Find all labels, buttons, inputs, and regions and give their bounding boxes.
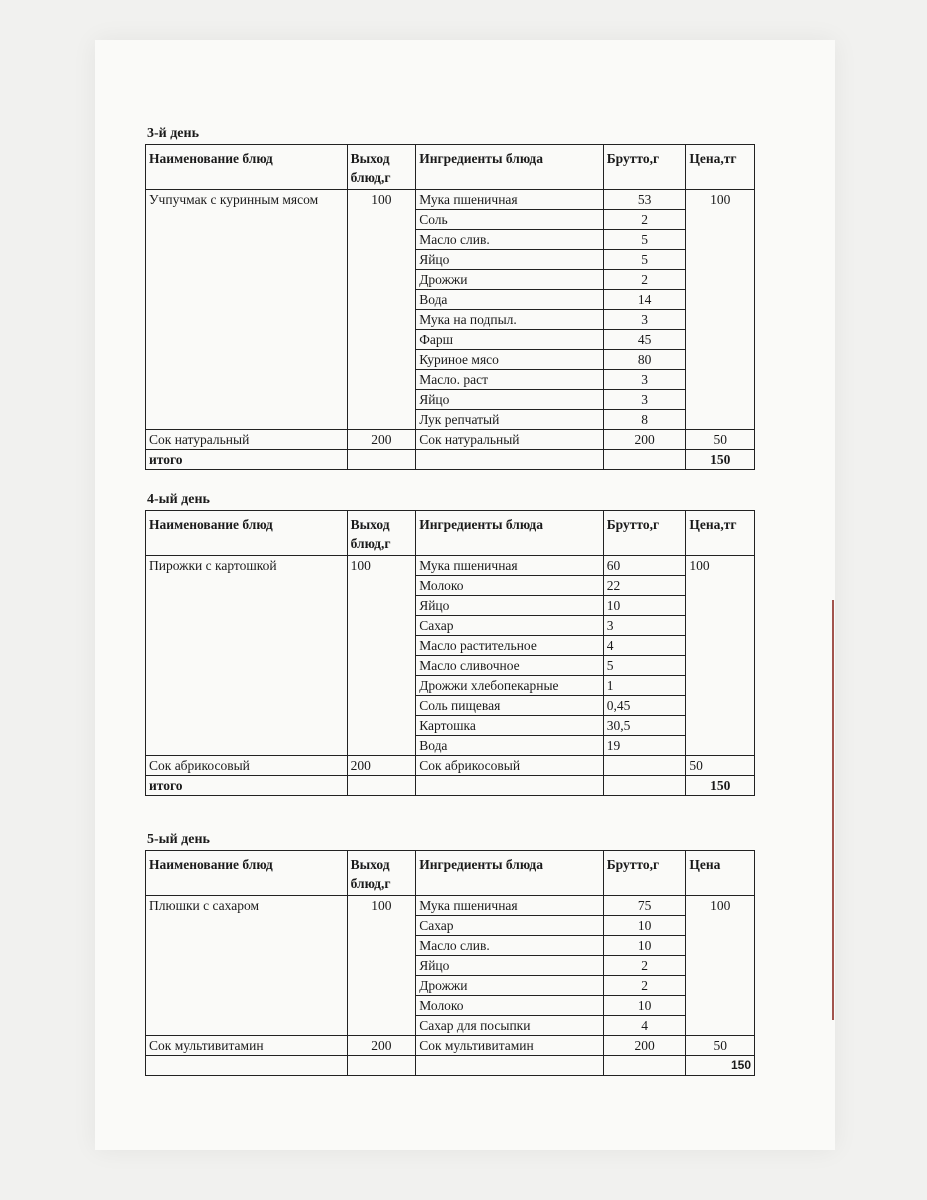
ingredient-brutto: 10 [603,596,686,616]
ingredient-name: Дрожжи [416,976,604,996]
drink-name: Сок натуральный [146,430,348,450]
ingredient-brutto: 60 [603,556,686,576]
day-3-section [145,126,755,470]
main-dish-name: Плюшки с сахаром [146,896,348,1036]
drink-brutto [603,756,686,776]
table-row [146,556,755,576]
ingredient-brutto: 2 [603,976,686,996]
total-row [146,1056,755,1076]
ingredient-brutto: 80 [603,350,686,370]
ingredient-name: Мука пшеничная [416,190,604,210]
drink-price: 50 [686,1036,755,1056]
drink-brutto: 200 [603,1036,686,1056]
ingredient-name: Вода [416,290,604,310]
col-output-header: Выход блюд,г [347,851,416,896]
ingredient-brutto: 19 [603,736,686,756]
ingredient-brutto: 5 [603,230,686,250]
main-dish-price: 100 [686,190,755,430]
ingredient-brutto: 45 [603,330,686,350]
ingredient-brutto: 3 [603,390,686,410]
ingredient-name: Дрожжи [416,270,604,290]
ingredient-brutto: 2 [603,956,686,976]
empty-cell [416,450,604,470]
ingredient-brutto: 10 [603,916,686,936]
ingredient-brutto: 1 [603,676,686,696]
day-5-table [145,850,755,1076]
drink-ingredient: Сок мультивитамин [416,1036,604,1056]
empty-cell [347,1056,416,1076]
total-row [146,776,755,796]
ingredient-name: Соль [416,210,604,230]
col-brutto-header: Брутто,г [603,145,686,190]
main-dish-price: 100 [686,896,755,1036]
ingredient-brutto: 3 [603,310,686,330]
table-row [146,190,755,210]
day-4-section [145,492,755,796]
ingredient-brutto: 75 [603,896,686,916]
empty-cell [603,776,686,796]
total-label [146,1056,348,1076]
ingredient-brutto: 2 [603,270,686,290]
drink-output: 200 [347,430,416,450]
ingredient-brutto: 3 [603,370,686,390]
ingredient-name: Мука на подпыл. [416,310,604,330]
drink-name: Сок мультивитамин [146,1036,348,1056]
ingredient-brutto: 3 [603,616,686,636]
ingredient-name: Куриное мясо [416,350,604,370]
drink-name: Сок абрикосовый [146,756,348,776]
drink-price: 50 [686,756,755,776]
total-value: 150 [686,1056,755,1076]
col-name-header: Наименование блюд [146,851,348,896]
ingredient-name: Сахар для посыпки [416,1016,604,1036]
ingredient-brutto: 30,5 [603,716,686,736]
ingredient-name: Картошка [416,716,604,736]
total-row [146,450,755,470]
drink-ingredient: Сок абрикосовый [416,756,604,776]
empty-cell [603,1056,686,1076]
main-dish-name: Пирожки с картошкой [146,556,348,756]
total-label: итого [146,450,348,470]
ingredient-name: Яйцо [416,390,604,410]
drink-ingredient: Сок натуральный [416,430,604,450]
drink-row [146,1036,755,1056]
col-ingredients-header: Ингредиенты блюда [416,145,604,190]
drink-row [146,756,755,776]
ingredient-name: Молоко [416,576,604,596]
col-price-header: Цена,тг [686,145,755,190]
ingredient-brutto: 14 [603,290,686,310]
col-brutto-header: Брутто,г [603,511,686,556]
col-price-header: Цена [686,851,755,896]
ingredient-name: Масло слив. [416,936,604,956]
col-name-header: Наименование блюд [146,145,348,190]
empty-cell [416,776,604,796]
main-dish-price: 100 [686,556,755,756]
total-value: 150 [686,450,755,470]
ingredient-brutto: 10 [603,996,686,1016]
ingredient-name: Сахар [416,616,604,636]
ingredient-brutto: 4 [603,636,686,656]
empty-cell [347,450,416,470]
ingredient-name: Масло слив. [416,230,604,250]
main-dish-output: 100 [347,556,416,756]
empty-cell [603,450,686,470]
day-3-table [145,144,755,470]
total-value: 150 [686,776,755,796]
ingredient-name: Яйцо [416,596,604,616]
empty-cell [347,776,416,796]
ingredient-name: Яйцо [416,956,604,976]
drink-row [146,430,755,450]
day-title: 5-ый день [147,832,210,847]
red-margin-line [832,600,834,1020]
ingredient-name: Масло растительное [416,636,604,656]
day-4-table [145,510,755,796]
ingredient-brutto: 5 [603,250,686,270]
empty-cell [416,1056,604,1076]
day-title: 4-ый день [147,492,210,507]
ingredient-brutto: 8 [603,410,686,430]
ingredient-name: Мука пшеничная [416,556,604,576]
ingredient-brutto: 53 [603,190,686,210]
ingredient-name: Соль пищевая [416,696,604,716]
col-output-header: Выход блюд,г [347,511,416,556]
header-row [146,851,755,896]
ingredient-brutto: 22 [603,576,686,596]
ingredient-name: Фарш [416,330,604,350]
header-row [146,511,755,556]
total-label: итого [146,776,348,796]
main-dish-name: Учпучмак с куринным мясом [146,190,348,430]
drink-output: 200 [347,756,416,776]
col-ingredients-header: Ингредиенты блюда [416,851,604,896]
ingredient-name: Масло. раст [416,370,604,390]
drink-price: 50 [686,430,755,450]
drink-brutto: 200 [603,430,686,450]
table-row [146,896,755,916]
col-price-header: Цена,тг [686,511,755,556]
ingredient-name: Мука пшеничная [416,896,604,916]
col-output-header: Выход блюд,г [347,145,416,190]
ingredient-brutto: 4 [603,1016,686,1036]
ingredient-name: Молоко [416,996,604,1016]
ingredient-brutto: 2 [603,210,686,230]
col-name-header: Наименование блюд [146,511,348,556]
ingredient-name: Лук репчатый [416,410,604,430]
day-title: 3-й день [147,126,199,141]
col-brutto-header: Брутто,г [603,851,686,896]
ingredient-name: Яйцо [416,250,604,270]
main-dish-output: 100 [347,896,416,1036]
header-row [146,145,755,190]
day-5-section [145,832,755,1076]
ingredient-brutto: 0,45 [603,696,686,716]
main-dish-output: 100 [347,190,416,430]
col-ingredients-header: Ингредиенты блюда [416,511,604,556]
ingredient-name: Дрожжи хлебопекарные [416,676,604,696]
ingredient-name: Вода [416,736,604,756]
ingredient-name: Сахар [416,916,604,936]
ingredient-brutto: 5 [603,656,686,676]
ingredient-brutto: 10 [603,936,686,956]
ingredient-name: Масло сливочное [416,656,604,676]
drink-output: 200 [347,1036,416,1056]
